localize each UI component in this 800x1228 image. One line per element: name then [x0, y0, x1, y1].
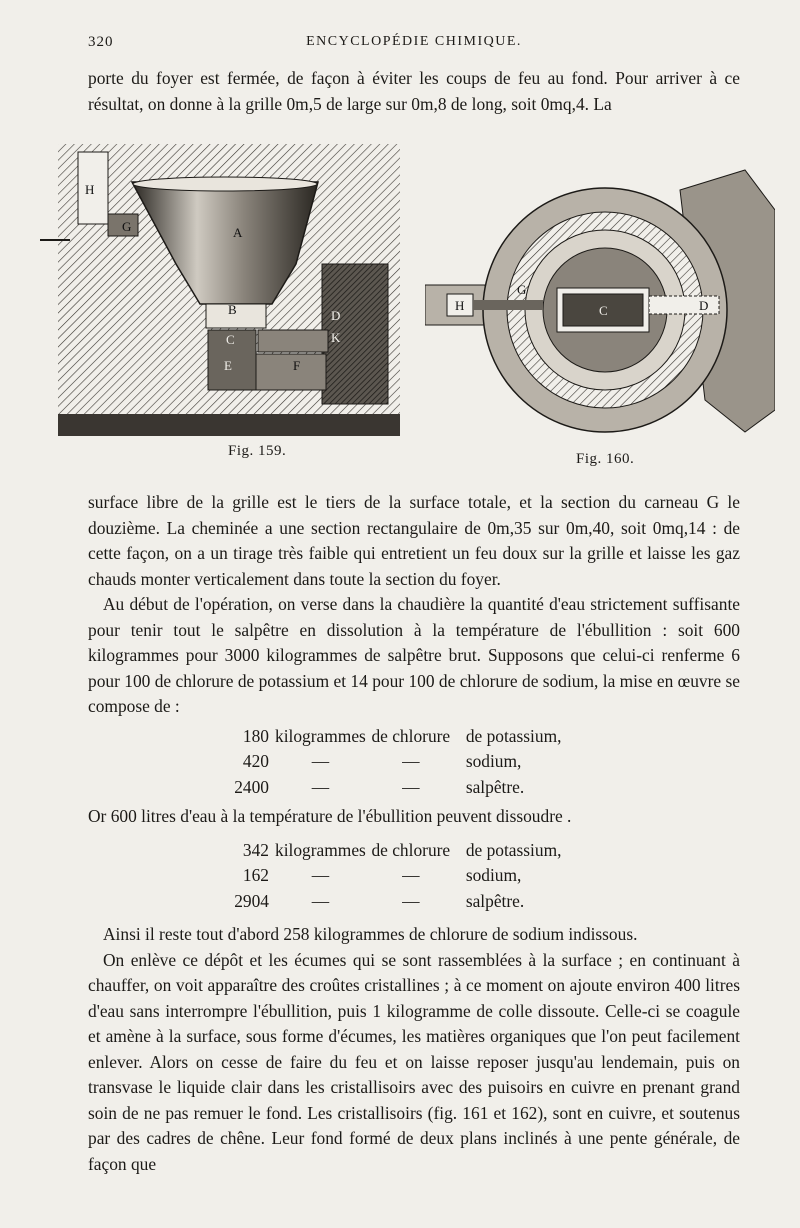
name-cell: salpêtre.: [465, 776, 525, 797]
paragraph-dissolution: Or 600 litres d'eau à la température de l'ébullition peuvent dissoudre .: [88, 806, 572, 826]
of-cell: —: [402, 890, 420, 911]
text-block-top: [88, 66, 740, 117]
table-row: [217, 724, 561, 750]
paragraph-top: porte du foyer est fermée, de façon à éviter les coups de feu au fond. Pour arriver à ce résultat, on donne à la grille 0m,5 de large sur 0m,8 de long, soit 0mq,4. La: [88, 68, 740, 114]
fig159-label-K: K: [331, 330, 341, 345]
qty-cell: 420: [242, 751, 269, 771]
page-number: 320: [88, 34, 114, 50]
table-row: [217, 863, 561, 889]
qty-cell: 180: [242, 725, 269, 746]
page-header: [88, 34, 740, 58]
composition-table-2: [217, 838, 561, 915]
paragraph-enleve-depot: On enlève ce dépôt et les écumes qui se sont rassemblées à la surface ; en continuant à chauffer, on voit apparaître des croûtes cristallines ; à ce moment on ajoute environ 400 litres d'eau sans interrompre l'ébullition, puis 1 kilogramme de colle dissoute. Celle-ci se coagule et amène à la surface, sous forme d'écumes, les matières organiques que l'on peut facilement enlever. Alors on cesse de faire du feu et on laisse reposer jusqu'au lendemain, puis on transvase le liquide clair dans les cristallisoirs avec des puisoirs en cuivre en prenant grand soin de ne pas remuer le fond. Les cristallisoirs (fig. 161 et 162), sont en cuivre, et soutenus par des cadres de chêne. Leur fond formé de deux plans inclinés à une pente générale, de façon que: [88, 949, 740, 1174]
table-row: [217, 889, 561, 915]
of-cell: —: [402, 751, 420, 771]
caption-fig-160: Fig. 160.: [576, 451, 635, 467]
qty-cell: 162: [242, 865, 269, 885]
fig160-label-D: D: [699, 298, 709, 313]
table-row: [217, 749, 561, 775]
unit-cell: —: [311, 776, 330, 797]
name-cell: sodium,: [465, 865, 522, 885]
qty-cell: 342: [242, 839, 269, 860]
of-cell: —: [402, 865, 420, 885]
unit-cell: kilogrammes: [275, 839, 366, 860]
qty-cell: 2400: [234, 776, 269, 797]
fig159-label-D: D: [331, 308, 341, 323]
paragraph-surface: surface libre de la grille est le tiers de la surface totale, et la section du carneau G le douzième. La cheminée a une section rectangulaire de 0m,35 sur 0m,40, soit 0mq,14 : de cette façon, on a un tirage très faible qui entretient un feu doux sur la grille et laisse les gaz chauds monter verticalement dans toute la section du foyer.: [88, 492, 740, 589]
caption-fig-159: Fig. 159.: [228, 443, 287, 459]
fig159-label-H: H: [85, 182, 95, 197]
table-row: [217, 838, 561, 864]
table-row: [217, 775, 561, 801]
fig159-label-F: F: [293, 358, 301, 373]
figure-159-boiler-section: [40, 144, 400, 436]
fig159-label-E: E: [224, 358, 232, 373]
fig159-label-C: C: [226, 332, 235, 347]
paragraph-reste: Ainsi il reste tout d'abord 258 kilogrammes de chlorure de sodium indissous.: [103, 924, 638, 944]
figure-160-plan-view: [425, 160, 775, 445]
name-cell: de potassium,: [465, 839, 562, 860]
unit-cell: —: [311, 890, 330, 911]
fig160-label-G: G: [517, 282, 527, 297]
of-cell: de chlorure: [371, 725, 451, 746]
unit-cell: —: [311, 865, 330, 885]
unit-cell: kilogrammes: [275, 725, 366, 746]
of-cell: —: [402, 776, 420, 797]
qty-cell: 2904: [234, 890, 269, 911]
of-cell: de chlorure: [371, 839, 451, 860]
fig159-label-A: A: [233, 225, 243, 240]
paragraph-debut-operation: Au début de l'opération, on verse dans la chaudière la quantité d'eau strictement suffisante pour tenir tout le salpêtre en dissolution à la température de l'ébullition : soit 600 kilogrammes pour 3000 kilogrammes de salpêtre brut. Supposons que celui-ci renferme 6 pour 100 de chlorure de potassium et 14 pour 100 de chlorure de sodium, la mise en œuvre se compose de :: [88, 594, 740, 716]
name-cell: de potassium,: [465, 725, 562, 746]
running-title: ENCYCLOPÉDIE CHIMIQUE.: [306, 34, 522, 49]
fig159-label-B: B: [228, 302, 237, 317]
composition-table-1: [217, 724, 561, 801]
fig159-label-G: G: [122, 219, 132, 234]
name-cell: salpêtre.: [465, 890, 525, 911]
name-cell: sodium,: [465, 751, 522, 771]
unit-cell: —: [311, 751, 330, 771]
fig160-label-C: C: [599, 303, 608, 318]
text-block-main: [88, 490, 740, 1177]
fig160-label-H: H: [455, 298, 465, 313]
